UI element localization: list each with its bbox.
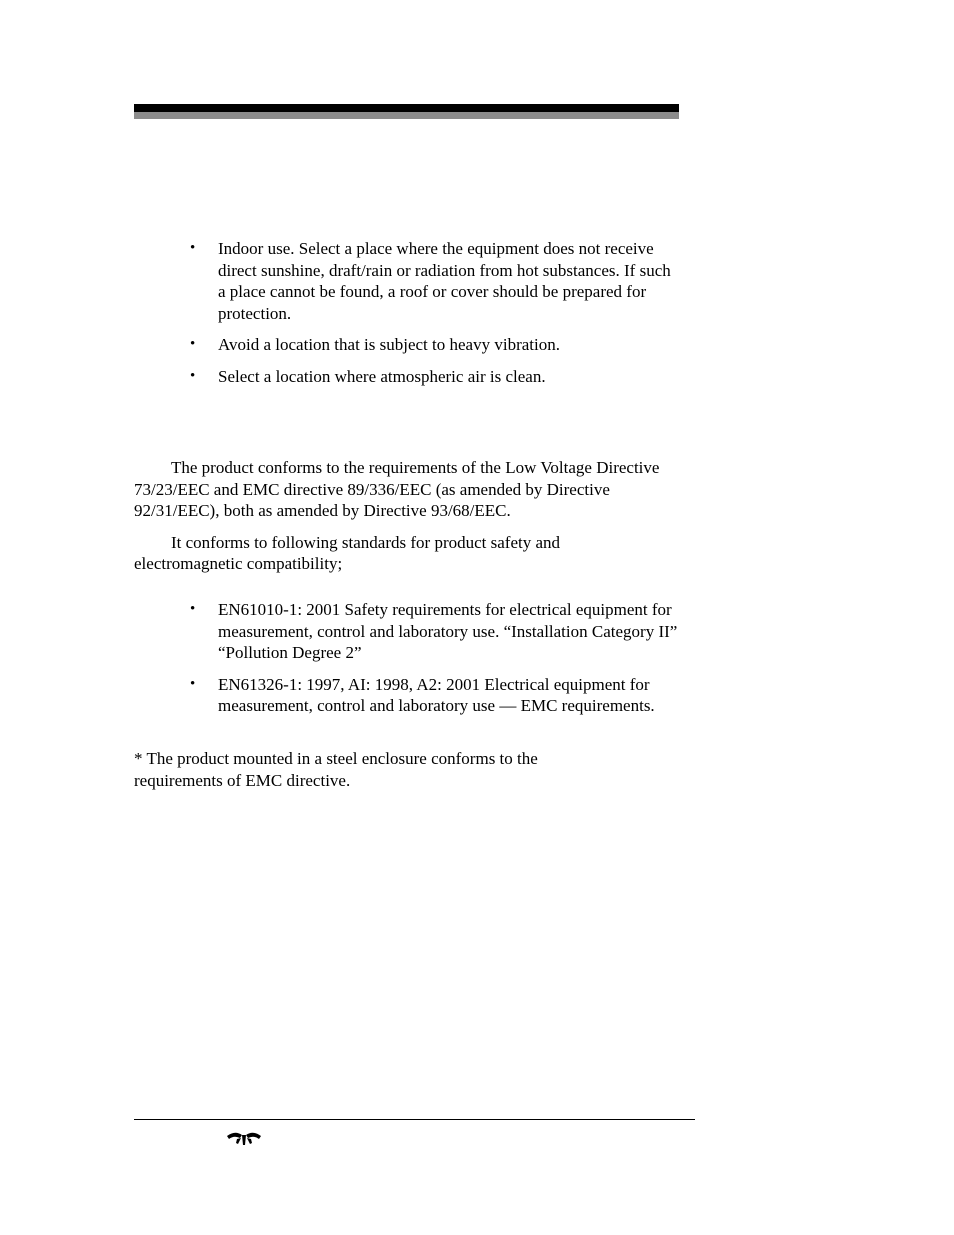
conformance-block bbox=[134, 457, 666, 575]
list-item bbox=[134, 334, 679, 356]
header-rule-black bbox=[134, 104, 679, 112]
bullet-icon: • bbox=[190, 240, 196, 256]
location-bullet-list bbox=[134, 238, 679, 388]
bullet-icon: • bbox=[190, 675, 196, 692]
list-item bbox=[134, 674, 679, 717]
standards-bullet-list bbox=[134, 599, 679, 717]
list-item bbox=[134, 366, 679, 388]
footer-rule bbox=[134, 1119, 695, 1120]
bullet-icon: • bbox=[190, 601, 196, 617]
teledyne-logo-icon bbox=[225, 1130, 263, 1146]
list-item-text: Avoid a location that is subject to heavy vibration. bbox=[218, 335, 560, 355]
list-item-text: EN61010-1: 2001 Safety requirements for electrical equipment for measurement, control and laboratory use. “Installation Category II” “Pollution Degree 2” bbox=[218, 600, 678, 663]
list-item bbox=[134, 599, 679, 664]
list-item-text: EN61326-1: 1997, AI: 1998, A2: 2001 Electrical equipment for measurement, control and laboratory use — EMC requirements. bbox=[218, 674, 655, 716]
list-item bbox=[134, 238, 679, 324]
list-item-text: Select a location where atmospheric air is clean. bbox=[218, 366, 546, 386]
conformance-paragraph-2: It conforms to following standards for product safety and electromagnetic compatibility; bbox=[134, 532, 561, 574]
note-block bbox=[134, 748, 604, 791]
standards-list-block bbox=[134, 599, 679, 717]
location-list-block bbox=[134, 238, 679, 388]
conformance-paragraph-1: The product conforms to the requirements of the Low Voltage Directive 73/23/EEC and EMC directive 89/336/EEC (as amended by Directive 92/31/EEC), both as amended by Directive 93/68/EEC. bbox=[134, 458, 660, 521]
bullet-icon: • bbox=[190, 336, 196, 353]
bullet-icon: • bbox=[190, 367, 196, 384]
footnote-text: * The product mounted in a steel enclosure conforms to the requirements of EMC directive. bbox=[134, 749, 538, 790]
list-item-text: Indoor use. Select a place where the equipment does not receive direct sunshine, draft/rain or radiation from hot substances. If such a place cannot be found, a roof or cover should be prepared for protection. bbox=[218, 239, 671, 323]
header-rule-gray bbox=[134, 112, 679, 119]
